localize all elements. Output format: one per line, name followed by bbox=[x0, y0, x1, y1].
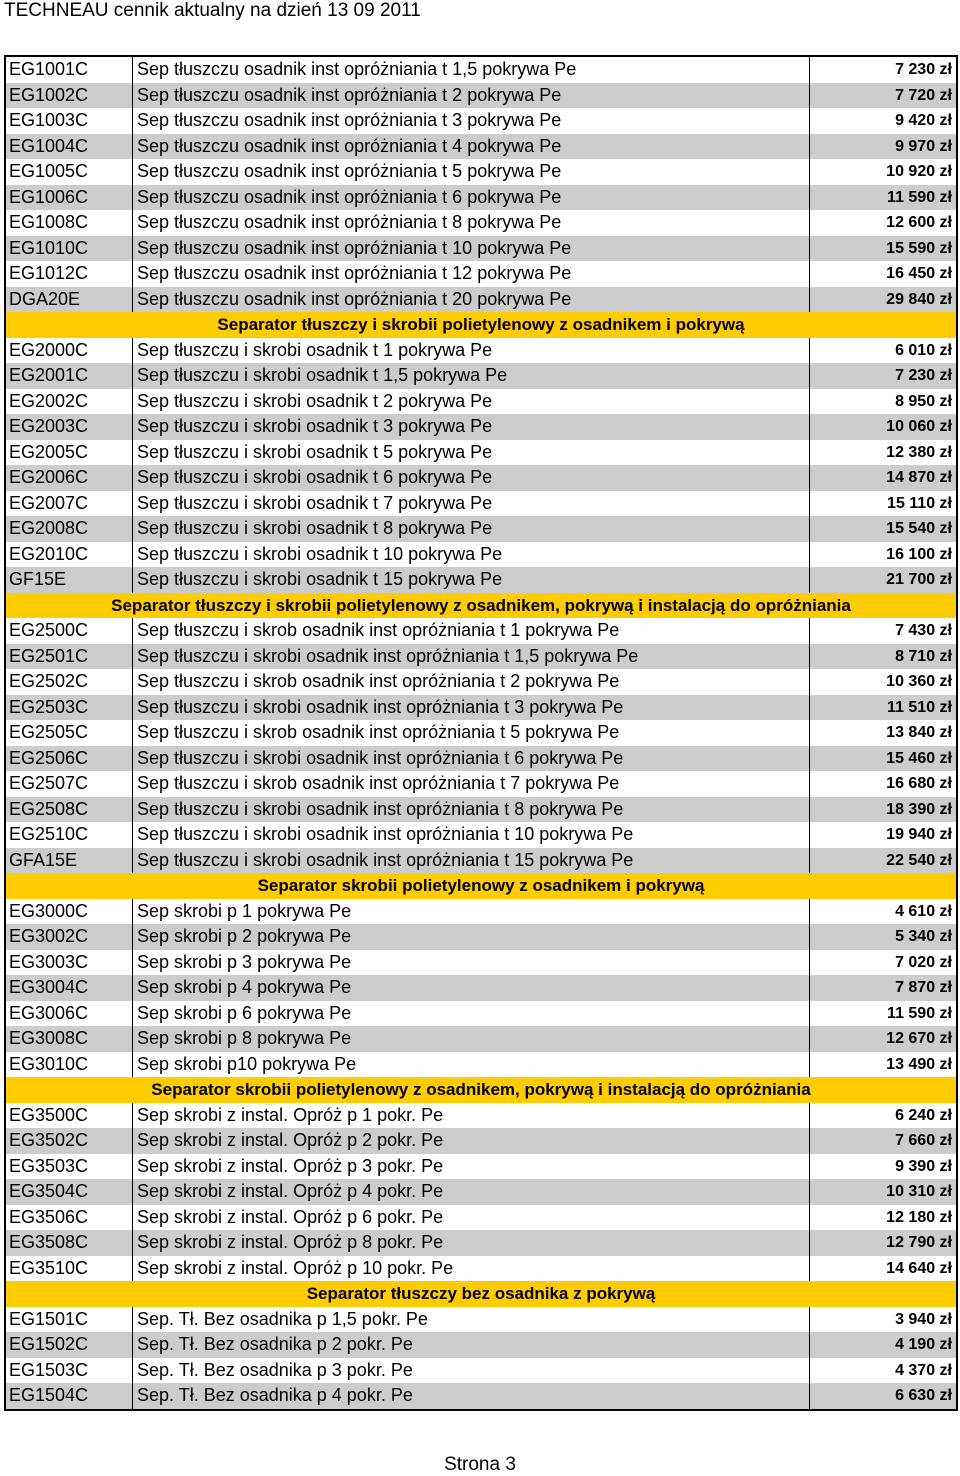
product-code-cell: EG1006C bbox=[5, 185, 133, 211]
product-price-cell: 16 680 zł bbox=[810, 771, 958, 797]
product-description-cell: Sep tłuszczu osadnik inst opróżniania t 10 pokrywa Pe bbox=[133, 236, 810, 262]
product-code-cell: EG1003C bbox=[5, 108, 133, 134]
product-code-cell: EG2010C bbox=[5, 542, 133, 568]
table-row bbox=[5, 899, 957, 925]
product-description-cell: Sep tłuszczu i skrob osadnik inst opróżniania t 7 pokrywa Pe bbox=[133, 771, 810, 797]
table-row bbox=[5, 695, 957, 721]
table-row bbox=[5, 1358, 957, 1384]
product-code-cell: EG3506C bbox=[5, 1205, 133, 1231]
product-code-cell: EG2506C bbox=[5, 746, 133, 772]
table-row bbox=[5, 491, 957, 517]
product-price-cell: 7 020 zł bbox=[810, 950, 958, 976]
product-price-cell: 7 660 zł bbox=[810, 1128, 958, 1154]
product-description-cell: Sep tłuszczu i skrobi osadnik t 1 pokrywa Pe bbox=[133, 338, 810, 364]
product-price-cell: 19 940 zł bbox=[810, 822, 958, 848]
product-description-cell: Sep. Tł. Bez osadnika p 1,5 pokr. Pe bbox=[133, 1307, 810, 1333]
table-row bbox=[5, 363, 957, 389]
product-description-cell: Sep skrobi p 1 pokrywa Pe bbox=[133, 899, 810, 925]
table-row bbox=[5, 567, 957, 593]
product-description-cell: Sep tłuszczu osadnik inst opróżniania t 1,5 pokrywa Pe bbox=[133, 56, 810, 83]
product-price-cell: 9 970 zł bbox=[810, 134, 958, 160]
table-row bbox=[5, 134, 957, 160]
product-description-cell: Sep tłuszczu osadnik inst opróżniania t 5 pokrywa Pe bbox=[133, 159, 810, 185]
product-price-cell: 15 460 zł bbox=[810, 746, 958, 772]
table-row bbox=[5, 1205, 957, 1231]
table-row bbox=[5, 440, 957, 466]
table-row bbox=[5, 924, 957, 950]
product-price-cell: 12 790 zł bbox=[810, 1230, 958, 1256]
table-row bbox=[5, 542, 957, 568]
table-row bbox=[5, 389, 957, 415]
product-description-cell: Sep tłuszczu i skrobi osadnik t 10 pokrywa Pe bbox=[133, 542, 810, 568]
product-code-cell: EG1001C bbox=[5, 56, 133, 83]
table-row bbox=[5, 338, 957, 364]
section-header-row bbox=[5, 312, 957, 338]
product-code-cell: EG3003C bbox=[5, 950, 133, 976]
product-description-cell: Sep tłuszczu i skrobi osadnik t 6 pokrywa Pe bbox=[133, 465, 810, 491]
section-header-row bbox=[5, 593, 957, 619]
product-code-cell: EG1501C bbox=[5, 1307, 133, 1333]
product-description-cell: Sep tłuszczu osadnik inst opróżniania t 12 pokrywa Pe bbox=[133, 261, 810, 287]
section-header-label: Separator tłuszczy bez osadnika z pokrywą bbox=[5, 1281, 957, 1307]
product-description-cell: Sep tłuszczu osadnik inst opróżniania t 2 pokrywa Pe bbox=[133, 83, 810, 109]
table-row bbox=[5, 1154, 957, 1180]
table-row bbox=[5, 414, 957, 440]
product-price-cell: 3 940 zł bbox=[810, 1307, 958, 1333]
product-code-cell: GFA15E bbox=[5, 848, 133, 874]
product-description-cell: Sep tłuszczu osadnik inst opróżniania t 3 pokrywa Pe bbox=[133, 108, 810, 134]
product-code-cell: EG2005C bbox=[5, 440, 133, 466]
product-description-cell: Sep tłuszczu osadnik inst opróżniania t 8 pokrywa Pe bbox=[133, 210, 810, 236]
product-code-cell: EG3504C bbox=[5, 1179, 133, 1205]
product-code-cell: EG3508C bbox=[5, 1230, 133, 1256]
table-row bbox=[5, 159, 957, 185]
product-code-cell: EG2502C bbox=[5, 669, 133, 695]
product-code-cell: EG2500C bbox=[5, 618, 133, 644]
table-row bbox=[5, 56, 957, 83]
product-price-cell: 6 240 zł bbox=[810, 1103, 958, 1129]
table-row bbox=[5, 848, 957, 874]
table-row bbox=[5, 1103, 957, 1129]
table-row bbox=[5, 236, 957, 262]
product-price-cell: 12 670 zł bbox=[810, 1026, 958, 1052]
product-description-cell: Sep tłuszczu i skrobi osadnik inst opróżniania t 6 pokrywa Pe bbox=[133, 746, 810, 772]
product-price-cell: 10 360 zł bbox=[810, 669, 958, 695]
table-row bbox=[5, 822, 957, 848]
product-price-cell: 16 450 zł bbox=[810, 261, 958, 287]
product-price-cell: 4 610 zł bbox=[810, 899, 958, 925]
product-price-cell: 22 540 zł bbox=[810, 848, 958, 874]
product-description-cell: Sep skrobi p 3 pokrywa Pe bbox=[133, 950, 810, 976]
table-row bbox=[5, 108, 957, 134]
product-price-cell: 7 870 zł bbox=[810, 975, 958, 1001]
product-description-cell: Sep. Tł. Bez osadnika p 4 pokr. Pe bbox=[133, 1383, 810, 1410]
table-row bbox=[5, 797, 957, 823]
table-row bbox=[5, 1001, 957, 1027]
product-description-cell: Sep tłuszczu i skrobi osadnik t 3 pokrywa Pe bbox=[133, 414, 810, 440]
product-description-cell: Sep. Tł. Bez osadnika p 2 pokr. Pe bbox=[133, 1332, 810, 1358]
table-row bbox=[5, 771, 957, 797]
table-row bbox=[5, 975, 957, 1001]
product-code-cell: EG3010C bbox=[5, 1052, 133, 1078]
product-price-cell: 18 390 zł bbox=[810, 797, 958, 823]
product-description-cell: Sep skrobi p 6 pokrywa Pe bbox=[133, 1001, 810, 1027]
product-price-cell: 8 950 zł bbox=[810, 389, 958, 415]
product-price-cell: 12 380 zł bbox=[810, 440, 958, 466]
product-price-cell: 7 430 zł bbox=[810, 618, 958, 644]
product-description-cell: Sep tłuszczu i skrob osadnik inst opróżniania t 5 pokrywa Pe bbox=[133, 720, 810, 746]
product-code-cell: EG3000C bbox=[5, 899, 133, 925]
product-code-cell: EG2501C bbox=[5, 644, 133, 670]
table-row bbox=[5, 746, 957, 772]
product-description-cell: Sep tłuszczu i skrobi osadnik inst opróżniania t 1,5 pokrywa Pe bbox=[133, 644, 810, 670]
product-price-cell: 14 870 zł bbox=[810, 465, 958, 491]
product-description-cell: Sep skrobi z instal. Opróż p 4 pokr. Pe bbox=[133, 1179, 810, 1205]
product-code-cell: EG3004C bbox=[5, 975, 133, 1001]
product-code-cell: EG2002C bbox=[5, 389, 133, 415]
product-price-cell: 12 180 zł bbox=[810, 1205, 958, 1231]
product-price-cell: 14 640 zł bbox=[810, 1256, 958, 1282]
price-list-table bbox=[4, 55, 958, 1411]
product-code-cell: EG2001C bbox=[5, 363, 133, 389]
product-code-cell: EG1010C bbox=[5, 236, 133, 262]
table-row bbox=[5, 1052, 957, 1078]
product-code-cell: EG2008C bbox=[5, 516, 133, 542]
product-price-cell: 7 230 zł bbox=[810, 363, 958, 389]
product-price-cell: 4 370 zł bbox=[810, 1358, 958, 1384]
table-row bbox=[5, 1026, 957, 1052]
product-code-cell: EG3006C bbox=[5, 1001, 133, 1027]
section-header-label: Separator skrobii polietylenowy z osadnikem, pokrywą i instalacją do opróżniania bbox=[5, 1077, 957, 1103]
product-code-cell: EG3502C bbox=[5, 1128, 133, 1154]
product-code-cell: EG2006C bbox=[5, 465, 133, 491]
product-price-cell: 13 840 zł bbox=[810, 720, 958, 746]
product-code-cell: EG1005C bbox=[5, 159, 133, 185]
product-code-cell: EG3002C bbox=[5, 924, 133, 950]
product-description-cell: Sep skrobi z instal. Opróż p 3 pokr. Pe bbox=[133, 1154, 810, 1180]
product-description-cell: Sep tłuszczu i skrobi osadnik inst opróżniania t 15 pokrywa Pe bbox=[133, 848, 810, 874]
table-row bbox=[5, 720, 957, 746]
product-code-cell: EG2000C bbox=[5, 338, 133, 364]
product-code-cell: EG3500C bbox=[5, 1103, 133, 1129]
product-price-cell: 12 600 zł bbox=[810, 210, 958, 236]
product-code-cell: EG3503C bbox=[5, 1154, 133, 1180]
product-code-cell: EG2507C bbox=[5, 771, 133, 797]
product-code-cell: EG2003C bbox=[5, 414, 133, 440]
product-price-cell: 21 700 zł bbox=[810, 567, 958, 593]
product-description-cell: Sep skrobi z instal. Opróż p 8 pokr. Pe bbox=[133, 1230, 810, 1256]
product-description-cell: Sep skrobi z instal. Opróż p 2 pokr. Pe bbox=[133, 1128, 810, 1154]
product-description-cell: Sep. Tł. Bez osadnika p 3 pokr. Pe bbox=[133, 1358, 810, 1384]
table-row bbox=[5, 1179, 957, 1205]
product-description-cell: Sep skrobi z instal. Opróż p 6 pokr. Pe bbox=[133, 1205, 810, 1231]
product-price-cell: 6 630 zł bbox=[810, 1383, 958, 1410]
product-price-cell: 15 590 zł bbox=[810, 236, 958, 262]
product-code-cell: EG1008C bbox=[5, 210, 133, 236]
product-price-cell: 11 590 zł bbox=[810, 1001, 958, 1027]
product-price-cell: 5 340 zł bbox=[810, 924, 958, 950]
table-row bbox=[5, 261, 957, 287]
section-header-label: Separator tłuszczy i skrobii polietylenowy z osadnikem, pokrywą i instalacją do opróżniania bbox=[5, 593, 957, 619]
section-header-row bbox=[5, 1281, 957, 1307]
table-row bbox=[5, 1383, 957, 1410]
table-row bbox=[5, 1230, 957, 1256]
product-description-cell: Sep tłuszczu i skrobi osadnik t 15 pokrywa Pe bbox=[133, 567, 810, 593]
product-description-cell: Sep tłuszczu i skrobi osadnik inst opróżniania t 3 pokrywa Pe bbox=[133, 695, 810, 721]
product-code-cell: EG1503C bbox=[5, 1358, 133, 1384]
product-code-cell: EG1504C bbox=[5, 1383, 133, 1410]
product-price-cell: 29 840 zł bbox=[810, 287, 958, 313]
table-row bbox=[5, 644, 957, 670]
product-code-cell: EG2007C bbox=[5, 491, 133, 517]
product-description-cell: Sep tłuszczu i skrobi osadnik inst opróżniania t 8 pokrywa Pe bbox=[133, 797, 810, 823]
product-price-cell: 15 540 zł bbox=[810, 516, 958, 542]
product-price-cell: 10 310 zł bbox=[810, 1179, 958, 1205]
product-code-cell: GF15E bbox=[5, 567, 133, 593]
product-description-cell: Sep tłuszczu i skrobi osadnik t 2 pokrywa Pe bbox=[133, 389, 810, 415]
table-row bbox=[5, 516, 957, 542]
section-header-label: Separator skrobii polietylenowy z osadnikem i pokrywą bbox=[5, 873, 957, 899]
table-row bbox=[5, 669, 957, 695]
product-price-cell: 10 060 zł bbox=[810, 414, 958, 440]
product-price-cell: 11 590 zł bbox=[810, 185, 958, 211]
table-row bbox=[5, 287, 957, 313]
table-row bbox=[5, 1307, 957, 1333]
product-price-cell: 7 230 zł bbox=[810, 56, 958, 83]
table-row bbox=[5, 83, 957, 109]
product-price-cell: 6 010 zł bbox=[810, 338, 958, 364]
product-description-cell: Sep tłuszczu osadnik inst opróżniania t 4 pokrywa Pe bbox=[133, 134, 810, 160]
product-description-cell: Sep tłuszczu i skrob osadnik inst opróżniania t 1 pokrywa Pe bbox=[133, 618, 810, 644]
product-code-cell: EG3510C bbox=[5, 1256, 133, 1282]
section-header-row bbox=[5, 1077, 957, 1103]
table-row bbox=[5, 185, 957, 211]
product-price-cell: 16 100 zł bbox=[810, 542, 958, 568]
product-description-cell: Sep tłuszczu i skrob osadnik inst opróżniania t 2 pokrywa Pe bbox=[133, 669, 810, 695]
product-description-cell: Sep skrobi p 2 pokrywa Pe bbox=[133, 924, 810, 950]
page-number: Strona 3 bbox=[444, 1454, 516, 1475]
product-code-cell: EG3008C bbox=[5, 1026, 133, 1052]
table-row bbox=[5, 465, 957, 491]
product-price-cell: 10 920 zł bbox=[810, 159, 958, 185]
product-code-cell: EG1002C bbox=[5, 83, 133, 109]
product-description-cell: Sep skrobi p10 pokrywa Pe bbox=[133, 1052, 810, 1078]
product-price-cell: 7 720 zł bbox=[810, 83, 958, 109]
product-price-cell: 4 190 zł bbox=[810, 1332, 958, 1358]
product-code-cell: EG2503C bbox=[5, 695, 133, 721]
product-code-cell: EG2510C bbox=[5, 822, 133, 848]
product-price-cell: 8 710 zł bbox=[810, 644, 958, 670]
product-description-cell: Sep tłuszczu osadnik inst opróżniania t 6 pokrywa Pe bbox=[133, 185, 810, 211]
product-description-cell: Sep tłuszczu i skrobi osadnik inst opróżniania t 10 pokrywa Pe bbox=[133, 822, 810, 848]
product-description-cell: Sep skrobi p 4 pokrywa Pe bbox=[133, 975, 810, 1001]
table-row bbox=[5, 1332, 957, 1358]
product-price-cell: 9 390 zł bbox=[810, 1154, 958, 1180]
product-description-cell: Sep tłuszczu i skrobi osadnik t 5 pokrywa Pe bbox=[133, 440, 810, 466]
product-description-cell: Sep skrobi z instal. Opróż p 10 pokr. Pe bbox=[133, 1256, 810, 1282]
product-description-cell: Sep tłuszczu i skrobi osadnik t 7 pokrywa Pe bbox=[133, 491, 810, 517]
product-price-cell: 9 420 zł bbox=[810, 108, 958, 134]
product-price-cell: 11 510 zł bbox=[810, 695, 958, 721]
table-row bbox=[5, 1256, 957, 1282]
document-title: TECHNEAU cennik aktualny na dzień 13 09 2011 bbox=[4, 0, 421, 21]
product-description-cell: Sep tłuszczu osadnik inst opróżniania t 20 pokrywa Pe bbox=[133, 287, 810, 313]
table-row bbox=[5, 950, 957, 976]
product-code-cell: EG2505C bbox=[5, 720, 133, 746]
product-code-cell: EG1004C bbox=[5, 134, 133, 160]
section-header-label: Separator tłuszczy i skrobii polietylenowy z osadnikem i pokrywą bbox=[5, 312, 957, 338]
product-price-cell: 13 490 zł bbox=[810, 1052, 958, 1078]
product-description-cell: Sep tłuszczu i skrobi osadnik t 8 pokrywa Pe bbox=[133, 516, 810, 542]
product-code-cell: EG2508C bbox=[5, 797, 133, 823]
section-header-row bbox=[5, 873, 957, 899]
table-row bbox=[5, 1128, 957, 1154]
product-description-cell: Sep skrobi p 8 pokrywa Pe bbox=[133, 1026, 810, 1052]
product-code-cell: EG1502C bbox=[5, 1332, 133, 1358]
product-price-cell: 15 110 zł bbox=[810, 491, 958, 517]
table-row bbox=[5, 210, 957, 236]
product-description-cell: Sep skrobi z instal. Opróż p 1 pokr. Pe bbox=[133, 1103, 810, 1129]
product-code-cell: DGA20E bbox=[5, 287, 133, 313]
price-list-body bbox=[5, 56, 957, 1410]
product-description-cell: Sep tłuszczu i skrobi osadnik t 1,5 pokrywa Pe bbox=[133, 363, 810, 389]
product-code-cell: EG1012C bbox=[5, 261, 133, 287]
table-row bbox=[5, 618, 957, 644]
